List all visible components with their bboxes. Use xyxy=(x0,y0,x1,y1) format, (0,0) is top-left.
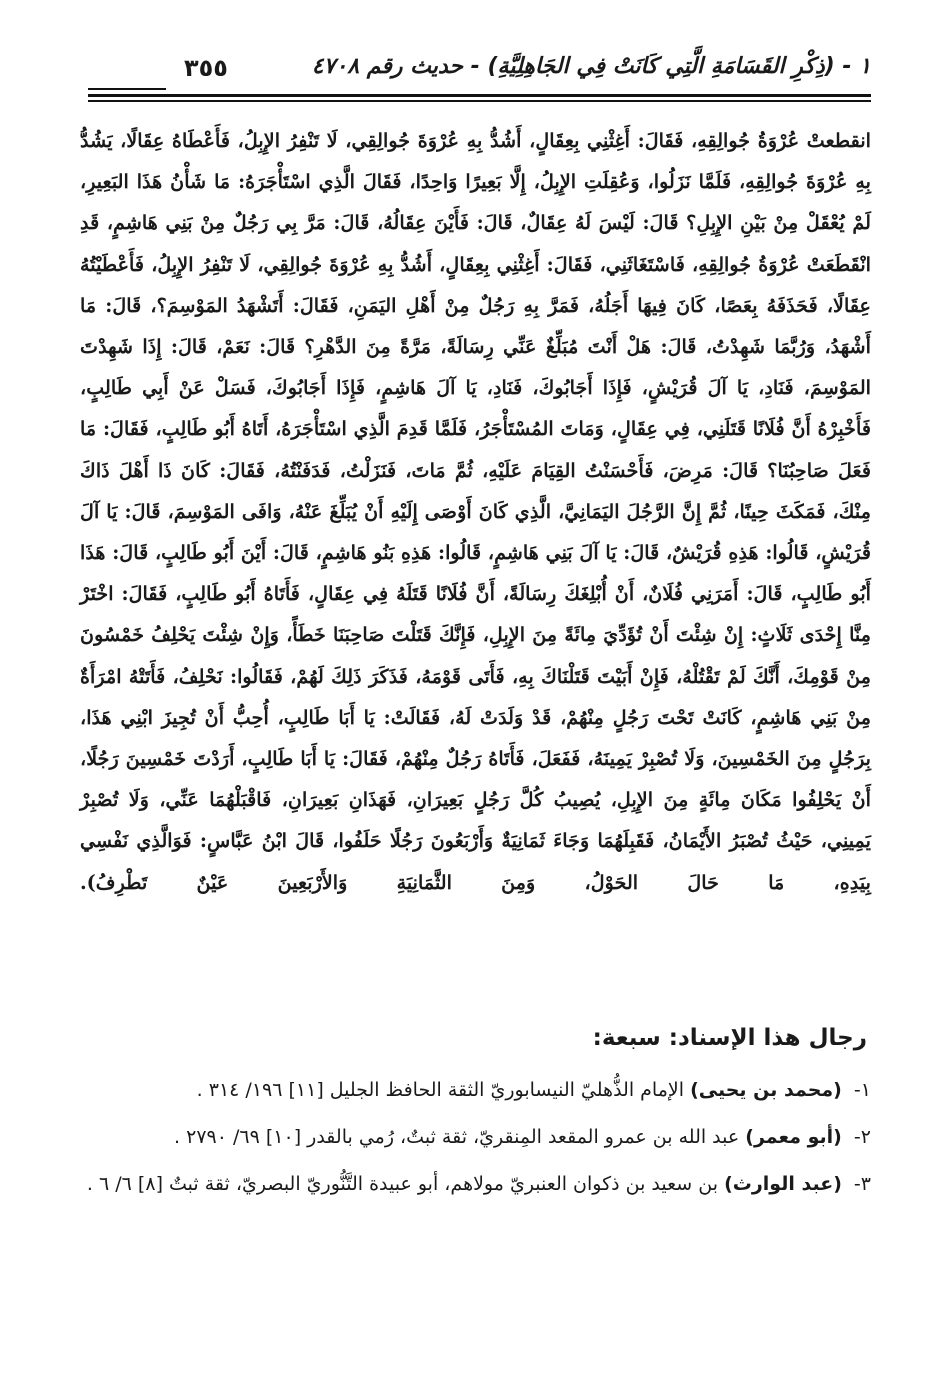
running-header xyxy=(88,52,871,92)
narrator-number: ٢- xyxy=(853,1126,871,1148)
running-title: ١ - (ذِكْرِ القَسَامَةِ الَّتِي كَانَتْ فِي الجَاهِلِيَّةِ) - حديث رقم ٤٧٠٨ xyxy=(311,54,871,79)
narrator-entry xyxy=(80,1070,871,1111)
narrator-description: عبد الله بن عمرو المقعد المِنقريّ، ثقة ثبتٌ، رُمي بالقدر [١٠] ٦٩/ ٢٧٩٠ . xyxy=(174,1126,740,1148)
header-rule-thick xyxy=(88,94,871,97)
narrator-number: ٣- xyxy=(853,1173,871,1195)
header-rule-thin xyxy=(88,100,871,102)
page-number: ٣٥٥ xyxy=(184,54,228,82)
narrator-description: الإمام الذُّهليّ النيسابوريّ الثقة الحافظ الجليل [١١] ١٩٦/ ٣١٤ . xyxy=(196,1079,685,1101)
narrator-list xyxy=(80,1070,871,1211)
narrator-entry xyxy=(80,1164,871,1205)
narrator-number: ١- xyxy=(853,1079,871,1101)
hadith-body xyxy=(80,120,871,903)
narrator-name: (أبو معمر) xyxy=(745,1126,842,1148)
narrator-name: (محمد بن يحيى) xyxy=(690,1079,842,1101)
narrator-entry xyxy=(80,1117,871,1158)
header-rule-short xyxy=(88,88,166,90)
narrator-description: بن سعيد بن ذكوان العنبريّ مولاهم، أبو عبيدة التَّنُّوريّ البصريّ، ثقة ثبتٌ [٨] ٦/ ٦ . xyxy=(86,1173,719,1195)
section-heading: رجال هذا الإسناد: سبعة: xyxy=(592,1025,867,1051)
narrator-name: (عبد الوارث) xyxy=(724,1173,842,1195)
hadith-paragraph: انقطعتْ عُرْوَةُ جُوالِقِهِ، فَقَالَ: أَغِثْنِي بِعِقَالٍ، أَشُدُّ بِهِ عُرْوَةَ جُوالِقِي، لَا تَنْفِرُ الإِبِلُ، فَأَعْطَاهُ عِقَالًا، يَشُدُّ بِهِ عُرْوَةَ جُوالِقِهِ، فَلَمَّا نَزَلُوا، وَعُقِلَتِ الإِبِلُ، إِلَّا بَعِيرًا وَاحِدًا، فَقَالَ الَّذِي اسْتَأْجَرَهُ: مَا شَأْنُ هَذَا البَعِيرِ، لَمْ يُعْقَلْ مِنْ بَيْنِ الإِبِلِ؟ قَالَ: لَيْسَ لَهُ عِقَالٌ، قَالَ: فَأَيْنَ عِقَالُهُ، قَالَ: مَرَّ بِي رَجُلٌ مِنْ بَنِي هَاشِمٍ، قَدِ انْقَطَعَتْ عُرْوَةُ جُوالِقِهِ، فَاسْتَغَاثَنِي، فَقَالَ: أَغِثْنِي بِعِقَالٍ، أَشُدُّ بِهِ عُرْوَةَ جُوالِقِي، لَا تَنْفِرُ الإِبِلُ، فَأَعْطَيْتُهُ عِقَالًا، فَحَذَفَهُ بِعَصًا، كَانَ فِيهَا أَجَلُهُ، فَمَرَّ بِهِ رَجُلٌ مِنْ أَهْلِ اليَمَنِ، فَقَالَ: أَتَشْهَدُ المَوْسِمَ؟، قَالَ: مَا أَشْهَدُ، وَرُبَّمَا شَهِدْتُ، قَالَ: هَلْ أَنْتَ مُبَلِّغٌ عَنِّي رِسَالَةً، مَرَّةً مِنَ الدَّهْرِ؟ قَالَ: نَعَمْ، قَالَ: إِذَا شَهِدْتَ المَوْسِمَ، فَنَادِ، يَا آلَ قُرَيْشٍ، فَإِذَا أَجَابُوكَ، فَنَادِ، يَا آلَ هَاشِمٍ، فَإِذَا أَجَابُوكَ، فَسَلْ عَنْ أَبِي طَالِبٍ، فَأَخْبِرْهُ أَنَّ فُلَانًا قَتَلَنِي، فِي عِقَالٍ، وَمَاتَ المُسْتَأْجَرُ، فَلَمَّا قَدِمَ الَّذِي اسْتَأْجَرَهُ، أَتَاهُ أَبُو طَالِبٍ، فَقَالَ: مَا فَعَلَ صَاحِبُنَا؟ قَالَ: مَرِضَ، فَأَحْسَنْتُ القِيَامَ عَلَيْهِ، ثُمَّ مَاتَ، فَنَزَلْتُ، فَدَفَنْتُهُ، فَقَالَ: كَانَ ذَا أَهْلَ ذَاكَ مِنْكَ، فَمَكَثَ حِينًا، ثُمَّ إِنَّ الرَّجُلَ اليَمَانِيَّ، الَّذِي كَانَ أَوْصَى إِلَيْهِ أَنْ يُبَلِّغَ عَنْهُ، وَافَى المَوْسِمَ، قَالَ: يَا آلَ قُرَيْشٍ، قَالُوا: هَذِهِ قُرَيْشٌ، قَالَ: يَا آلَ بَنِي هَاشِمٍ، قَالُوا: هَذِهِ بَنُو هَاشِمٍ، قَالَ: أَيْنَ أَبُو طَالِبٍ، قَالَ: هَذَا أَبُو طَالِبٍ، قَالَ: أَمَرَنِي فُلَانٌ، أَنْ أُبْلِغَكَ رِسَالَةً، أَنَّ فُلَانًا قَتَلَهُ فِي عِقَالٍ، فَأَتَاهُ أَبُو طَالِبٍ، فَقَالَ: اخْتَرْ مِنَّا إِحْدَى ثَلَاثٍ: إِنْ شِئْتَ أَنْ تُؤَدِّيَ مِائَةً مِنَ الإِبِلِ، فَإِنَّكَ قَتَلْتَ صَاحِبَنَا خَطَأً، وَإِنْ شِئْتَ يَحْلِفُ خَمْسُونَ مِنْ قَوْمِكَ، أَنَّكَ لَمْ تَقْتُلْهُ، فَإِنْ أَبَيْتَ قَتَلْنَاكَ بِهِ، فَأَتَى قَوْمَهُ، فَذَكَرَ ذَلِكَ لَهُمْ، فَقَالُوا: نَحْلِفُ، فَأَتَتْهُ امْرَأَةٌ مِنْ بَنِي هَاشِمٍ، كَانَتْ تَحْتَ رَجُلٍ مِنْهُمْ، قَدْ وَلَدَتْ لَهُ، فَقَالَتْ: يَا أَبَا طَالِبٍ، أُحِبُّ أَنْ تُجِيزَ ابْنِي هَذَا، بِرَجُلٍ مِنَ الخَمْسِينَ، وَلَا تُصْبِرْ يَمِينَهُ، فَفَعَلَ، فَأَتَاهُ رَجُلٌ مِنْهُمْ، فَقَالَ: يَا أَبَا طَالِبٍ، أَرَدْتَ خَمْسِينَ رَجُلًا، أَنْ يَحْلِفُوا مَكَانَ مِائَةٍ مِنَ الإِبِلِ، يُصِيبُ كُلَّ رَجُلٍ بَعِيرَانِ، فَهَذَانِ بَعِيرَانِ، فَاقْبَلْهُمَا عَنِّي، وَلَا تُصْبِرْ يَمِينِي، حَيْثُ تُصْبَرُ الأَيْمَانُ، فَقَبِلَهُمَا وَجَاءَ ثَمَانِيَةٌ وَأَرْبَعُونَ رَجُلًا حَلَفُوا، قَالَ ابْنُ عَبَّاسٍ: فَوَالَّذِي نَفْسِي بِيَدِهِ، مَا حَالَ الحَوْلُ، وَمِنَ الثَّمَانِيَةِ وَالأَرْبَعِينَ عَيْنٌ تَطْرِفُ). xyxy=(80,129,871,894)
